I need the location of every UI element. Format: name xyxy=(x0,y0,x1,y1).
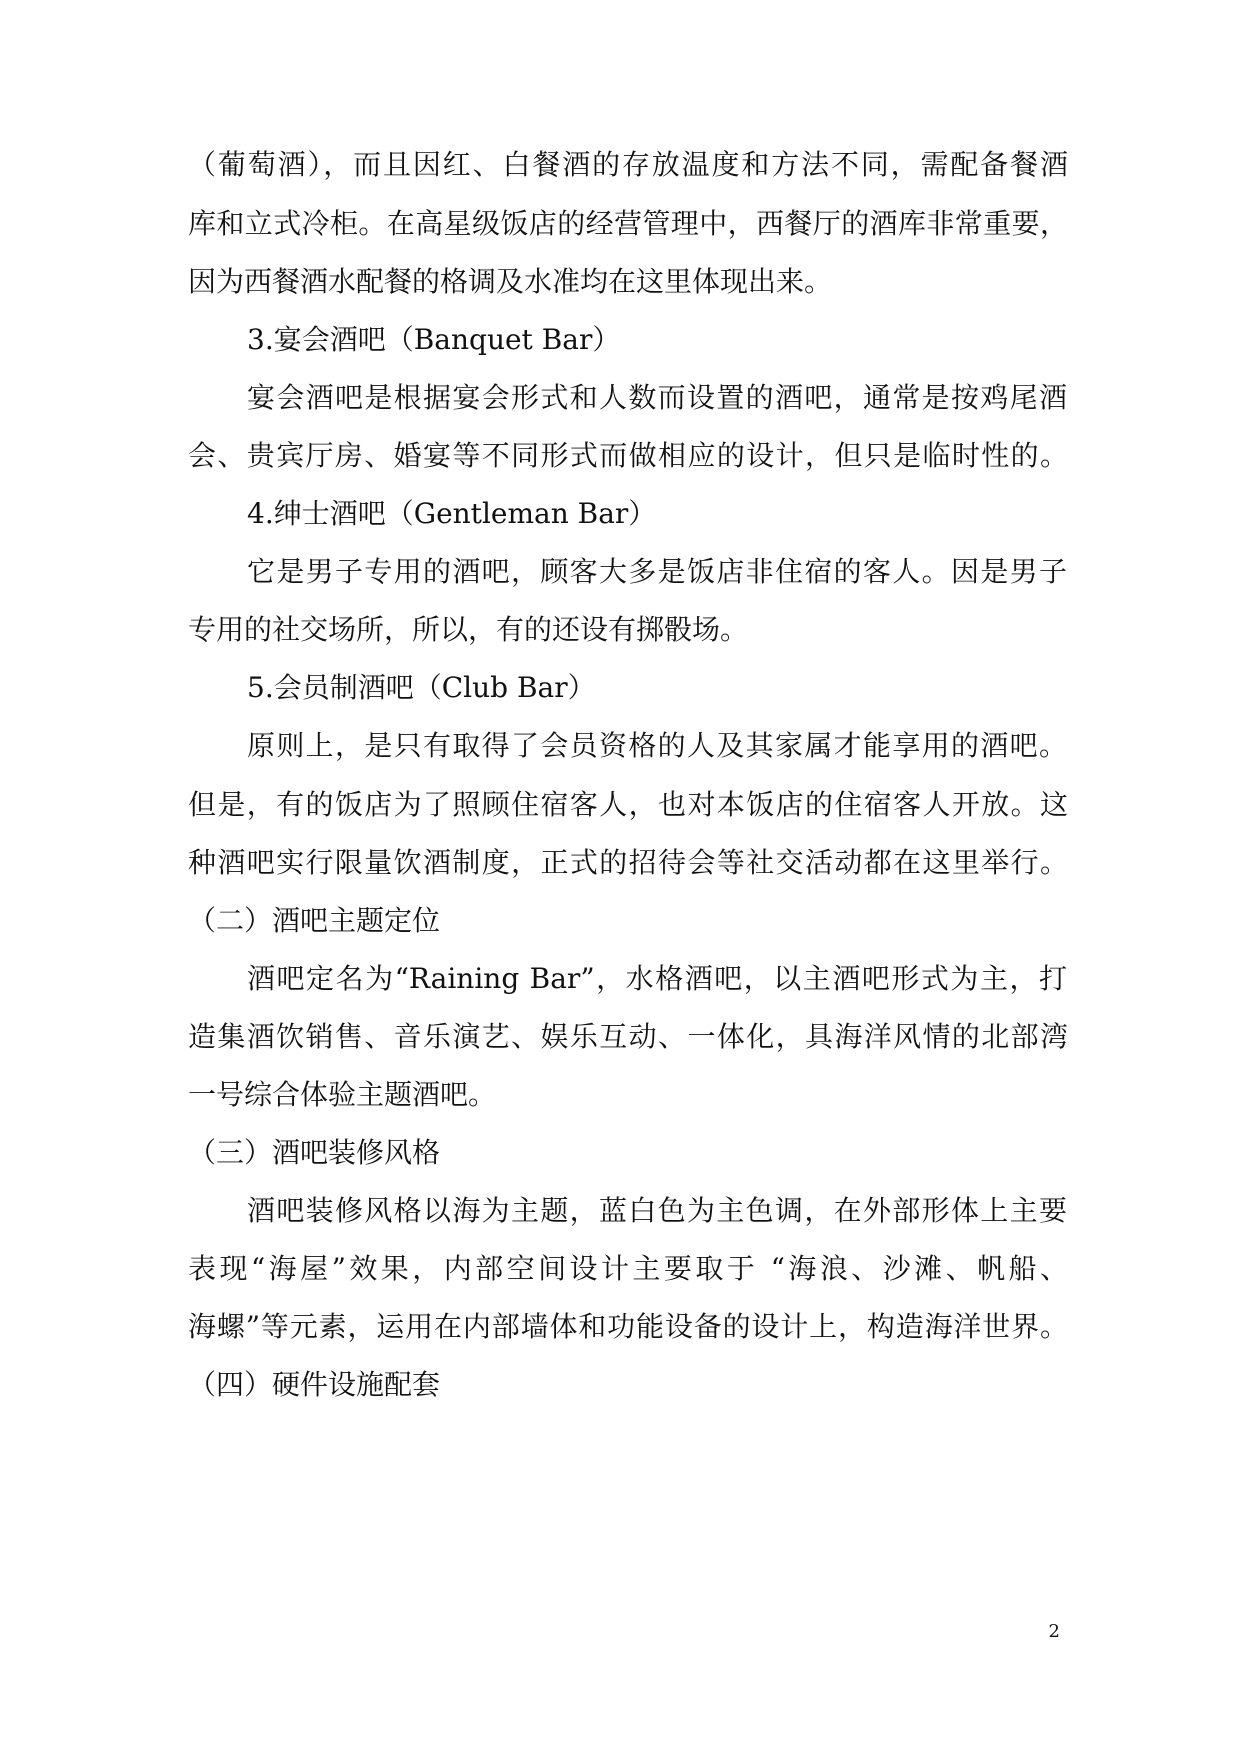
section-heading: 4.绅士酒吧（Gentleman Bar） xyxy=(247,497,657,530)
section-heading: （三）酒吧装修风格 xyxy=(188,1136,441,1169)
body-text-line: 海螺”等元素，运用在内部墙体和功能设备的设计上，构造海洋世界。 xyxy=(188,1310,1068,1343)
body-text-line: 库和立式冷柜。在高星级饭店的经营管理中，西餐厅的酒库非常重要， xyxy=(188,207,1068,240)
body-text-line: 种酒吧实行限量饮酒制度，正式的招待会等社交活动都在这里举行。 xyxy=(188,846,1068,879)
section-heading: （四）硬件设施配套 xyxy=(188,1368,441,1401)
body-text-line: （葡萄酒），而且因红、白餐酒的存放温度和方法不同，需配备餐酒 xyxy=(188,148,1068,181)
section-heading: 5.会员制酒吧（Club Bar） xyxy=(247,671,596,704)
body-text-line: 酒吧装修风格以海为主题，蓝白色为主色调，在外部形体上主要 xyxy=(247,1194,1067,1227)
section-heading: （二）酒吧主题定位 xyxy=(188,904,441,937)
body-text-line: 它是男子专用的酒吧，顾客大多是饭店非住宿的客人。因是男子 xyxy=(247,555,1067,588)
body-text-line: 宴会酒吧是根据宴会形式和人数而设置的酒吧，通常是按鸡尾酒 xyxy=(247,381,1067,414)
body-text-line: 造集酒饮销售、音乐演艺、娱乐互动、一体化，具海洋风情的北部湾 xyxy=(188,1020,1068,1053)
body-text-line: 因为西餐酒水配餐的格调及水准均在这里体现出来。 xyxy=(188,265,833,298)
body-text-line: 酒吧定名为“Raining Bar”，水格酒吧，以主酒吧形式为主，打 xyxy=(247,962,1067,995)
body-text-line: 但是，有的饭店为了照顾住宿客人，也对本饭店的住宿客人开放。这 xyxy=(188,788,1068,821)
section-heading: 3.宴会酒吧（Banquet Bar） xyxy=(247,323,621,356)
body-text-line: 表现“海屋”效果，内部空间设计主要取于 “海浪、沙滩、帆船、 xyxy=(188,1252,1068,1285)
body-text-line: 会、贵宾厅房、婚宴等不同形式而做相应的设计，但只是临时性的。 xyxy=(188,439,1068,472)
body-text-line: 一号综合体验主题酒吧。 xyxy=(188,1078,497,1111)
body-text-line: 专用的社交场所，所以，有的还设有掷骰场。 xyxy=(188,613,749,646)
body-text-line: 原则上，是只有取得了会员资格的人及其家属才能享用的酒吧。 xyxy=(247,729,1067,762)
page-number: 2 xyxy=(1048,1621,1060,1642)
